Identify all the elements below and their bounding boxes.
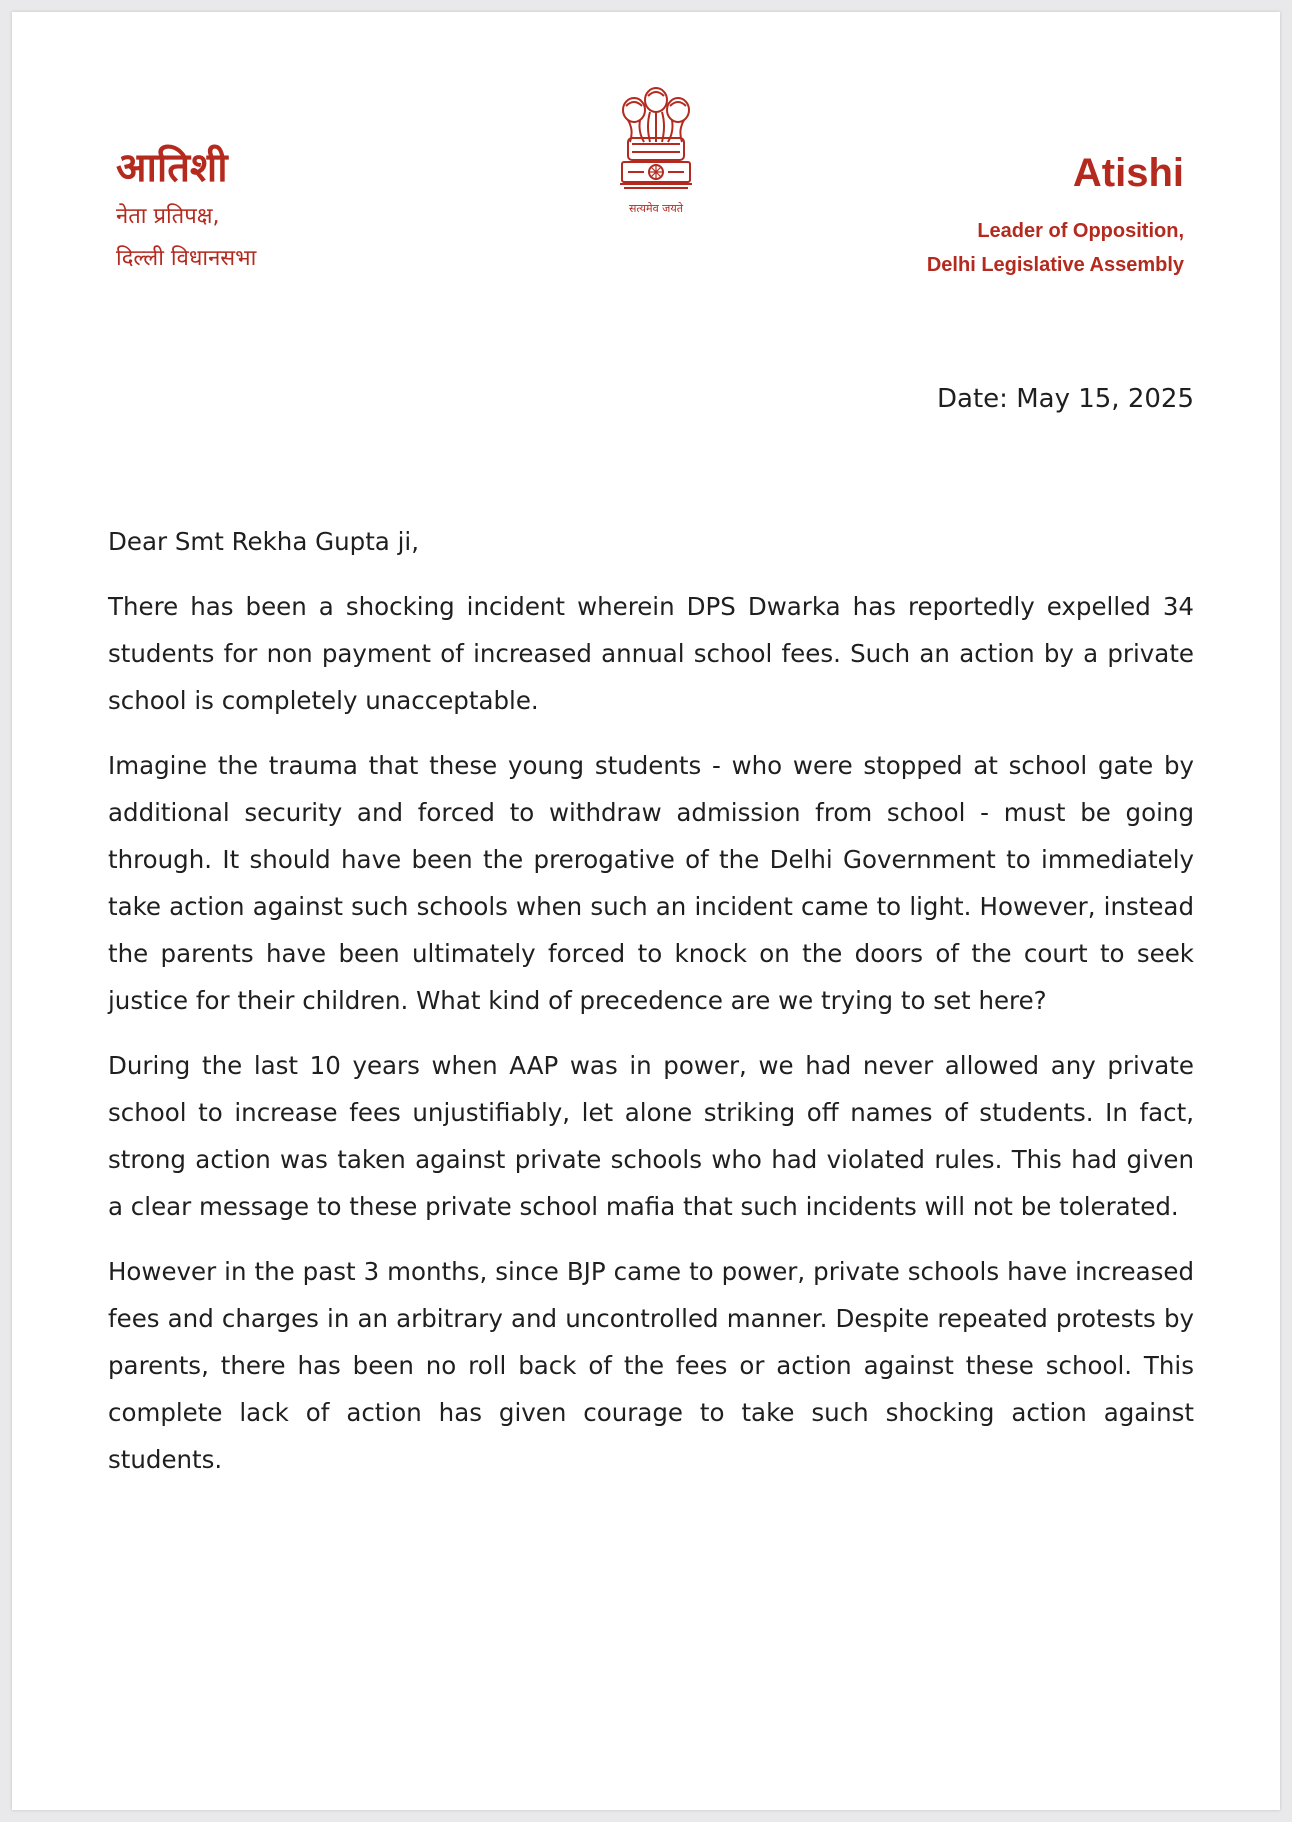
sender-name-english: Atishi [1072, 151, 1184, 195]
paragraph-4: However in the past 3 months, since BJP came to power, private schools have increased fees and charges in an arbitrary and uncontrolled manner. Despite repeated protests by parents, there has been no roll back of the fees or action against these school. This complete lack of action has given courage to take such shocking action against students. [108, 1257, 1194, 1474]
paragraph-1: There has been a shocking incident wherein DPS Dwarka has reportedly expelled 34 students for non payment of increased annual school fees. Such an action by a private school is completely unacceptable. [108, 592, 1194, 715]
sender-role-english-line1: Leader of Opposition, [977, 220, 1184, 242]
paragraph-3: During the last 10 years when AAP was in power, we had never allowed any private school to increase fees unjustifiably, let alone striking off names of students. In fact, strong action was taken against private schools who had violated rules. This had given a clear message to these private school mafia that such incidents will not be tolerated. [108, 1051, 1194, 1221]
sender-role-english-line2: Delhi Legislative Assembly [926, 254, 1184, 276]
letter-body [108, 518, 1194, 1501]
national-emblem [608, 82, 704, 216]
sender-name-hindi: आतिशी [116, 145, 228, 191]
letter-date: Date: May 15, 2025 [937, 384, 1194, 414]
sender-role-hindi-line1: नेता प्रतिपक्ष, [116, 204, 220, 229]
emblem-motto: सत्यमेव जयते [628, 202, 683, 215]
letter-page [12, 12, 1280, 1810]
sender-role-hindi-line2: दिल्ली विधानसभा [116, 246, 257, 271]
national-emblem-icon [614, 82, 698, 200]
letterhead-english [927, 150, 1184, 282]
letterhead-hindi [116, 144, 256, 276]
salutation: Dear Smt Rekha Gupta ji, [108, 527, 420, 556]
paragraph-2: Imagine the trauma that these young students - who were stopped at school gate by additional security and forced to withdraw admission from school - must be going through. It should have been the prerogative of the Delhi Government to immediately take action against such schools when such an incident came to light. However, instead the parents have been ultimately forced to knock on the doors of the court to seek justice for their children. What kind of precedence are we trying to set here? [108, 751, 1194, 1015]
